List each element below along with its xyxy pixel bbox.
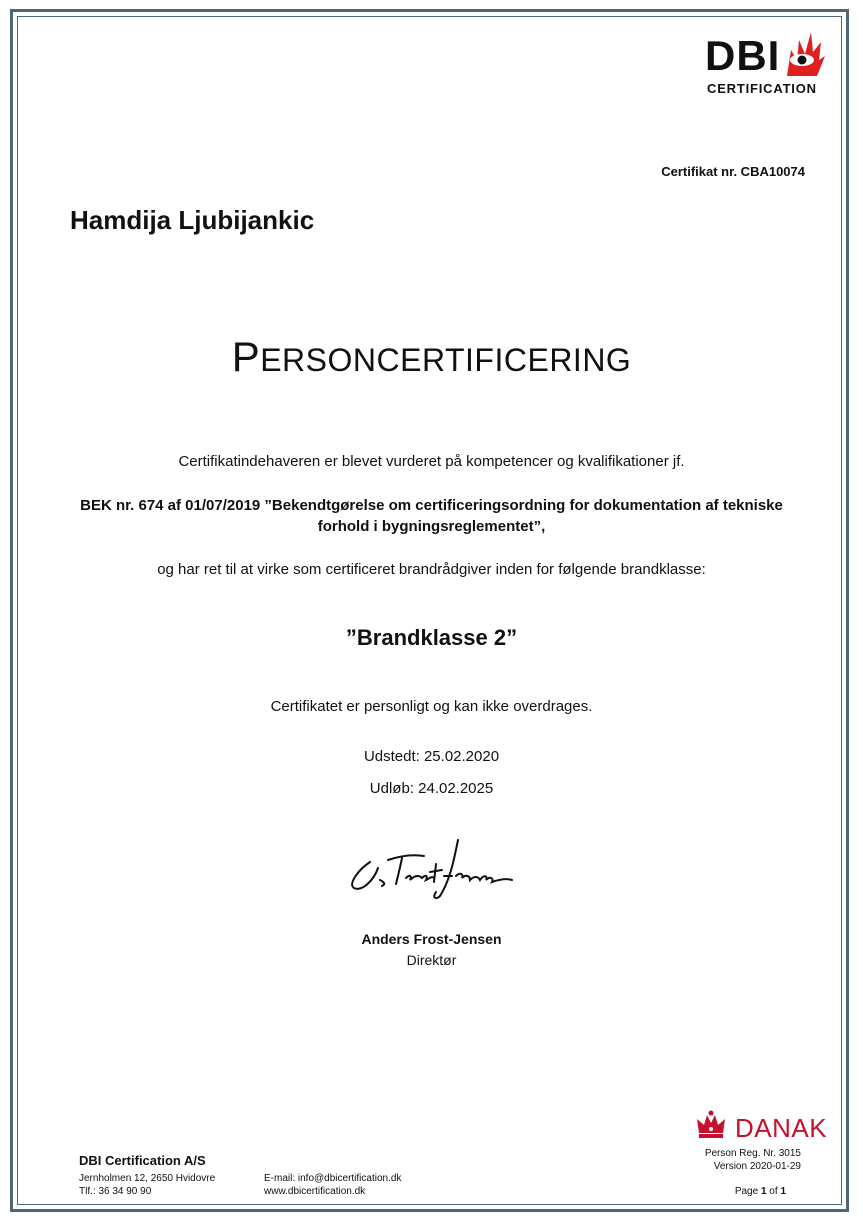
accreditation-info — [640, 1147, 801, 1173]
dbi-logo-subtitle: CERTIFICATION — [707, 81, 817, 96]
intro-text: Certifikatindehaveren er blevet vurderet på kompetencer og kvalifikationer jf. — [178, 453, 685, 470]
footer-address-block — [79, 1172, 215, 1198]
page-mid: of — [766, 1186, 781, 1197]
personal-note: Certifikatet er personligt og kan ikke overdrages. — [270, 698, 593, 715]
signatory-name: Anders Frost-Jensen — [361, 931, 502, 947]
title-first-letter: P — [231, 333, 261, 380]
entitlement-text: og har ret til at virke som certificeret brandrådgiver inden for følgende brandklasse: — [157, 561, 706, 578]
page-prefix: Page — [734, 1186, 761, 1197]
footer-website: www.dbicertification.dk — [264, 1186, 366, 1197]
expiry-date: Udløb: 24.02.2025 — [369, 780, 494, 797]
inner-border — [17, 16, 842, 1205]
footer-address: Jernholmen 12, 2650 Hvidovre — [79, 1173, 216, 1184]
page-current: 1 — [760, 1186, 767, 1197]
certificate-number: Certifikat nr. CBA10074 — [661, 164, 805, 179]
page-indicator — [700, 1186, 786, 1197]
fire-class: ”Brandklasse 2” — [345, 625, 518, 650]
regulation-text: BEK nr. 674 af 01/07/2019 ”Bekendtgørelse om certificeringsordning for dokumentation af tekniske forhold i bygningsreglementet”, — [80, 497, 783, 535]
version: Version 2020-01-29 — [713, 1161, 801, 1172]
footer-contact-block — [264, 1172, 401, 1198]
footer-email: E-mail: info@dbicertification.dk — [264, 1173, 402, 1184]
footer-phone: Tlf.: 36 34 90 90 — [79, 1186, 152, 1197]
page-total: 1 — [780, 1186, 786, 1197]
title-rest: ERSONCERTIFICERING — [260, 342, 632, 378]
reg-number: Person Reg. Nr. 3015 — [704, 1148, 801, 1159]
issued-date: Udstedt: 25.02.2020 — [363, 748, 500, 765]
footer-company: DBI Certification A/S — [79, 1153, 206, 1168]
crown-icon — [695, 1109, 727, 1141]
flame-eye-icon — [783, 30, 825, 80]
signatory-role: Direktør — [406, 952, 457, 968]
holder-name: Hamdija Ljubijankic — [70, 205, 315, 235]
danak-logo-text: DANAK — [735, 1113, 828, 1143]
dbi-logo-text: DBI — [705, 32, 781, 79]
handwritten-signature — [340, 820, 520, 910]
document-title — [0, 333, 863, 381]
